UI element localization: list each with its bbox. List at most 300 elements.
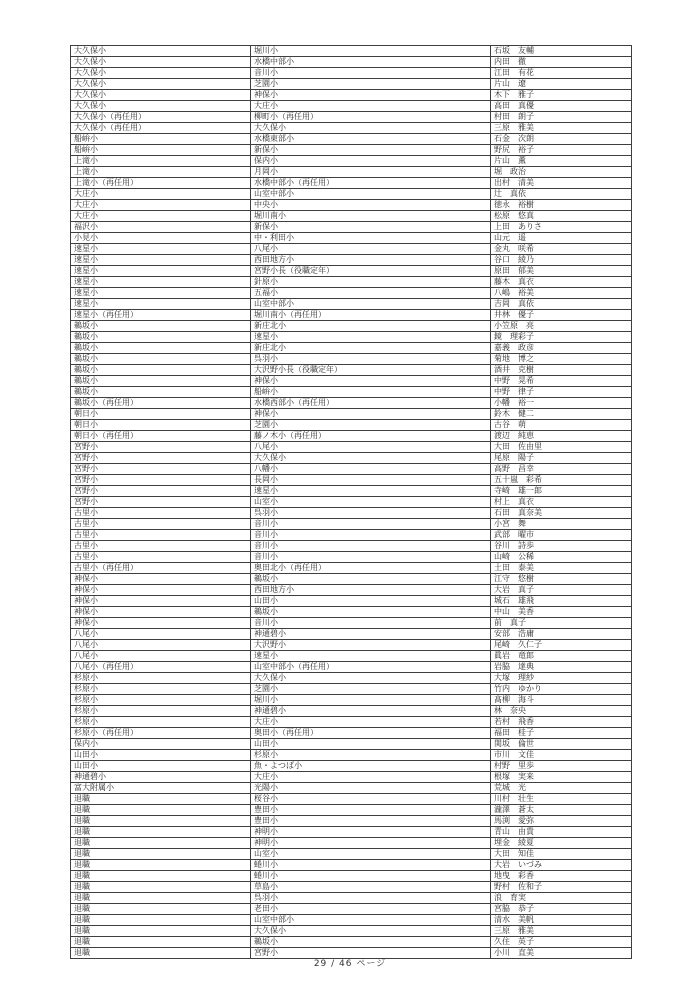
- from-school-cell: 杉原小: [71, 717, 251, 728]
- name-cell: 村野 里歩: [491, 761, 632, 772]
- name-cell: 三原 雅美: [491, 926, 632, 937]
- name-cell: 城石 雄飛: [491, 596, 632, 607]
- name-cell: 出村 清美: [491, 178, 632, 189]
- from-school-cell: 宮野小: [71, 475, 251, 486]
- name-cell: 浪 育実: [491, 893, 632, 904]
- table-row: [71, 596, 632, 607]
- transfer-table: [70, 45, 632, 959]
- table-row: [71, 497, 632, 508]
- name-cell: 中山 美香: [491, 607, 632, 618]
- table-row: [71, 420, 632, 431]
- name-cell: 竹内 ゆかり: [491, 684, 632, 695]
- name-cell: 小宮 舞: [491, 519, 632, 530]
- from-school-cell: 退職: [71, 849, 251, 860]
- to-school-cell: 大沢野小: [251, 640, 491, 651]
- from-school-cell: 鵜坂小（再任用）: [71, 398, 251, 409]
- to-school-cell: 奥田北小（再任用）: [251, 563, 491, 574]
- to-school-cell: 大庄小: [251, 772, 491, 783]
- to-school-cell: 柳町小（再任用）: [251, 112, 491, 123]
- to-school-cell: 杉原小: [251, 750, 491, 761]
- from-school-cell: 杉原小: [71, 684, 251, 695]
- table-row: [71, 156, 632, 167]
- from-school-cell: 退職: [71, 948, 251, 959]
- name-cell: 大岩 真子: [491, 585, 632, 596]
- name-cell: 市川 文佳: [491, 750, 632, 761]
- table-row: [71, 640, 632, 651]
- to-school-cell: 音川小: [251, 618, 491, 629]
- name-cell: 中野 晃希: [491, 376, 632, 387]
- table-row: [71, 805, 632, 816]
- name-cell: 福田 桂子: [491, 728, 632, 739]
- name-cell: 片山 遼: [491, 79, 632, 90]
- to-school-cell: 速星小: [251, 486, 491, 497]
- name-cell: 鏡 理彩子: [491, 332, 632, 343]
- from-school-cell: 速星小: [71, 299, 251, 310]
- table-row: [71, 486, 632, 497]
- to-school-cell: 豊田小: [251, 805, 491, 816]
- to-school-cell: 堀川小: [251, 695, 491, 706]
- from-school-cell: 退職: [71, 827, 251, 838]
- table-row: [71, 409, 632, 420]
- table-row: [71, 90, 632, 101]
- table-row: [71, 288, 632, 299]
- from-school-cell: 退職: [71, 794, 251, 805]
- from-school-cell: 八尾小: [71, 640, 251, 651]
- name-cell: 五十嵐 彩希: [491, 475, 632, 486]
- table-row: [71, 728, 632, 739]
- table-row: [71, 893, 632, 904]
- from-school-cell: 神保小: [71, 585, 251, 596]
- name-cell: 藤木 真衣: [491, 277, 632, 288]
- name-cell: 川村 壮生: [491, 794, 632, 805]
- table-row: [71, 266, 632, 277]
- from-school-cell: 退職: [71, 816, 251, 827]
- table-row: [71, 673, 632, 684]
- from-school-cell: 退職: [71, 893, 251, 904]
- to-school-cell: 呉羽小: [251, 508, 491, 519]
- name-cell: 村田 朗子: [491, 112, 632, 123]
- table-row: [71, 376, 632, 387]
- to-school-cell: 芝園小: [251, 684, 491, 695]
- name-cell: 松原 悠真: [491, 211, 632, 222]
- to-school-cell: 保内小: [251, 156, 491, 167]
- table-row: [71, 926, 632, 937]
- name-cell: 原田 郁美: [491, 266, 632, 277]
- name-cell: 寺崎 雄一郎: [491, 486, 632, 497]
- from-school-cell: 退職: [71, 904, 251, 915]
- to-school-cell: 鵜坂小: [251, 607, 491, 618]
- table-row: [71, 541, 632, 552]
- name-cell: 尾原 陽子: [491, 453, 632, 464]
- table-row: [71, 365, 632, 376]
- name-cell: 菊地 博之: [491, 354, 632, 365]
- to-school-cell: 船峅小: [251, 387, 491, 398]
- name-cell: 土田 泰美: [491, 563, 632, 574]
- table-row: [71, 79, 632, 90]
- to-school-cell: 神通碧小: [251, 629, 491, 640]
- name-cell: 根塚 実来: [491, 772, 632, 783]
- to-school-cell: 芝園小: [251, 420, 491, 431]
- name-cell: 八嶋 裕美: [491, 288, 632, 299]
- to-school-cell: 長岡小: [251, 475, 491, 486]
- table-row: [71, 717, 632, 728]
- to-school-cell: 大久保小: [251, 926, 491, 937]
- table-row: [71, 838, 632, 849]
- name-cell: 清水 美帆: [491, 915, 632, 926]
- to-school-cell: 山室中部小: [251, 189, 491, 200]
- to-school-cell: 音川小: [251, 552, 491, 563]
- to-school-cell: 音川小: [251, 519, 491, 530]
- name-cell: 嘉義 政彦: [491, 343, 632, 354]
- from-school-cell: 八尾小: [71, 629, 251, 640]
- from-school-cell: 鵜坂小: [71, 387, 251, 398]
- table-row: [71, 244, 632, 255]
- table-row: [71, 255, 632, 266]
- from-school-cell: 速星小（再任用）: [71, 310, 251, 321]
- table-row: [71, 607, 632, 618]
- name-cell: 石金 次朗: [491, 134, 632, 145]
- table-row: [71, 706, 632, 717]
- from-school-cell: 古里小（再任用）: [71, 563, 251, 574]
- from-school-cell: 速星小: [71, 244, 251, 255]
- to-school-cell: 堀川小: [251, 46, 491, 57]
- page-number: 29 / 46 ページ: [313, 959, 387, 969]
- table-row: [71, 387, 632, 398]
- to-school-cell: 豊田小: [251, 816, 491, 827]
- table-row: [71, 354, 632, 365]
- from-school-cell: 朝日小: [71, 409, 251, 420]
- from-school-cell: 退職: [71, 915, 251, 926]
- table-row: [71, 178, 632, 189]
- table-row: [71, 849, 632, 860]
- name-cell: 渡辺 純恵: [491, 431, 632, 442]
- from-school-cell: 杉原小（再任用）: [71, 728, 251, 739]
- table-row: [71, 475, 632, 486]
- from-school-cell: 大久保小: [71, 90, 251, 101]
- from-school-cell: 福沢小: [71, 222, 251, 233]
- table-row: [71, 57, 632, 68]
- name-cell: 青山 由貴: [491, 827, 632, 838]
- to-school-cell: 草島小: [251, 882, 491, 893]
- from-school-cell: 宮野小: [71, 497, 251, 508]
- name-cell: 村上 真衣: [491, 497, 632, 508]
- table-row: [71, 552, 632, 563]
- from-school-cell: 大庄小: [71, 211, 251, 222]
- from-school-cell: 退職: [71, 882, 251, 893]
- from-school-cell: 退職: [71, 805, 251, 816]
- table-row: [71, 651, 632, 662]
- from-school-cell: 上滝小: [71, 167, 251, 178]
- table-row: [71, 101, 632, 112]
- from-school-cell: 杉原小: [71, 695, 251, 706]
- to-school-cell: 光陽小: [251, 783, 491, 794]
- from-school-cell: 古里小: [71, 519, 251, 530]
- from-school-cell: 神保小: [71, 618, 251, 629]
- to-school-cell: 八尾小: [251, 442, 491, 453]
- name-cell: 石田 真奈美: [491, 508, 632, 519]
- name-cell: 高田 真優: [491, 101, 632, 112]
- transfer-table-body: [71, 46, 632, 959]
- from-school-cell: 古里小: [71, 552, 251, 563]
- table-row: [71, 574, 632, 585]
- to-school-cell: 西田地方小: [251, 255, 491, 266]
- to-school-cell: 音川小: [251, 68, 491, 79]
- name-cell: 荒城 光: [491, 783, 632, 794]
- to-school-cell: 水橋西部小（再任用）: [251, 398, 491, 409]
- name-cell: 関坂 倫世: [491, 739, 632, 750]
- name-cell: 上田 ありさ: [491, 222, 632, 233]
- to-school-cell: 神保小: [251, 90, 491, 101]
- from-school-cell: 大久保小（再任用）: [71, 123, 251, 134]
- name-cell: 木下 雅子: [491, 90, 632, 101]
- table-row: [71, 431, 632, 442]
- table-row: [71, 222, 632, 233]
- from-school-cell: 退職: [71, 838, 251, 849]
- table-row: [71, 112, 632, 123]
- table-row: [71, 332, 632, 343]
- from-school-cell: 退職: [71, 937, 251, 948]
- to-school-cell: 呉羽小: [251, 893, 491, 904]
- from-school-cell: 古里小: [71, 541, 251, 552]
- to-school-cell: 速星小: [251, 332, 491, 343]
- to-school-cell: 大久保小: [251, 673, 491, 684]
- table-row: [71, 123, 632, 134]
- table-row: [71, 453, 632, 464]
- table-row: [71, 882, 632, 893]
- table-row: [71, 871, 632, 882]
- name-cell: 馬渕 愛弥: [491, 816, 632, 827]
- table-row: [71, 211, 632, 222]
- to-school-cell: 水橋中部小: [251, 57, 491, 68]
- to-school-cell: 神保小: [251, 409, 491, 420]
- table-row: [71, 310, 632, 321]
- from-school-cell: 上滝小: [71, 156, 251, 167]
- from-school-cell: 宮野小: [71, 442, 251, 453]
- from-school-cell: 速星小: [71, 288, 251, 299]
- to-school-cell: 新保小: [251, 145, 491, 156]
- table-row: [71, 761, 632, 772]
- from-school-cell: 宮野小: [71, 453, 251, 464]
- from-school-cell: 神通碧小: [71, 772, 251, 783]
- from-school-cell: 古里小: [71, 530, 251, 541]
- to-school-cell: 新保小: [251, 222, 491, 233]
- to-school-cell: 音川小: [251, 530, 491, 541]
- table-row: [71, 321, 632, 332]
- to-school-cell: 五福小: [251, 288, 491, 299]
- table-row: [71, 937, 632, 948]
- from-school-cell: 山田小: [71, 761, 251, 772]
- to-school-cell: 西田地方小: [251, 585, 491, 596]
- name-cell: 安部 浩庸: [491, 629, 632, 640]
- name-cell: 古谷 萌: [491, 420, 632, 431]
- name-cell: 宮脇 恭子: [491, 904, 632, 915]
- to-school-cell: 山室小: [251, 497, 491, 508]
- to-school-cell: 山室中部小（再任用）: [251, 662, 491, 673]
- from-school-cell: 速星小: [71, 266, 251, 277]
- table-row: [71, 145, 632, 156]
- from-school-cell: 大久保小: [71, 46, 251, 57]
- name-cell: 髙柳 海斗: [491, 695, 632, 706]
- to-school-cell: 中央小: [251, 200, 491, 211]
- to-school-cell: 山室小: [251, 849, 491, 860]
- table-row: [71, 816, 632, 827]
- name-cell: 谷川 詩歩: [491, 541, 632, 552]
- from-school-cell: 宮野小: [71, 486, 251, 497]
- table-row: [71, 46, 632, 57]
- name-cell: 地曳 彩香: [491, 871, 632, 882]
- to-school-cell: 桜谷小: [251, 794, 491, 805]
- table-row: [71, 464, 632, 475]
- table-row: [71, 684, 632, 695]
- to-school-cell: 呉羽小: [251, 354, 491, 365]
- name-cell: 小幡 裕一: [491, 398, 632, 409]
- to-school-cell: 宮野小長（役職定年）: [251, 266, 491, 277]
- from-school-cell: 朝日小: [71, 420, 251, 431]
- table-row: [71, 442, 632, 453]
- to-school-cell: 中・利田小: [251, 233, 491, 244]
- from-school-cell: 八尾小: [71, 651, 251, 662]
- to-school-cell: 山室中部小: [251, 299, 491, 310]
- from-school-cell: 宮野小: [71, 464, 251, 475]
- to-school-cell: 針原小: [251, 277, 491, 288]
- to-school-cell: 藤ノ木小（再任用）: [251, 431, 491, 442]
- from-school-cell: 神保小: [71, 607, 251, 618]
- to-school-cell: 鵜坂小: [251, 574, 491, 585]
- name-cell: 山元 遥: [491, 233, 632, 244]
- name-cell: 山崎 公稀: [491, 552, 632, 563]
- from-school-cell: 退職: [71, 926, 251, 937]
- name-cell: 大田 佐由里: [491, 442, 632, 453]
- to-school-cell: 大久保小: [251, 453, 491, 464]
- to-school-cell: 神保小: [251, 376, 491, 387]
- table-row: [71, 563, 632, 574]
- name-cell: 吉岡 真依: [491, 299, 632, 310]
- table-row: [71, 915, 632, 926]
- from-school-cell: 鵜坂小: [71, 321, 251, 332]
- to-school-cell: 芝園小: [251, 79, 491, 90]
- name-cell: 武部 曜市: [491, 530, 632, 541]
- from-school-cell: 小見小: [71, 233, 251, 244]
- from-school-cell: 山田小: [71, 750, 251, 761]
- table-row: [71, 299, 632, 310]
- table-row: [71, 200, 632, 211]
- table-row: [71, 134, 632, 145]
- to-school-cell: 音川小: [251, 541, 491, 552]
- name-cell: 大塚 理紗: [491, 673, 632, 684]
- table-row: [71, 189, 632, 200]
- to-school-cell: 大久保小: [251, 123, 491, 134]
- to-school-cell: 神通碧小: [251, 706, 491, 717]
- to-school-cell: 蜷川小: [251, 871, 491, 882]
- to-school-cell: 新庄北小: [251, 321, 491, 332]
- name-cell: 岩脇 達典: [491, 662, 632, 673]
- name-cell: 鈴木 健二: [491, 409, 632, 420]
- from-school-cell: 速星小: [71, 277, 251, 288]
- from-school-cell: 大久保小: [71, 101, 251, 112]
- table-row: [71, 508, 632, 519]
- to-school-cell: 大庄小: [251, 101, 491, 112]
- table-row: [71, 662, 632, 673]
- name-cell: 野村 佐和子: [491, 882, 632, 893]
- to-school-cell: 速星小: [251, 651, 491, 662]
- name-cell: 大田 知佳: [491, 849, 632, 860]
- from-school-cell: 杉原小: [71, 673, 251, 684]
- name-cell: 前 真子: [491, 618, 632, 629]
- from-school-cell: 上滝小（再任用）: [71, 178, 251, 189]
- from-school-cell: 鵜坂小: [71, 365, 251, 376]
- name-cell: 野尻 裕子: [491, 145, 632, 156]
- table-row: [71, 233, 632, 244]
- to-school-cell: 奥田小（再任用）: [251, 728, 491, 739]
- to-school-cell: 山田小: [251, 596, 491, 607]
- name-cell: 瀧澤 蒼太: [491, 805, 632, 816]
- to-school-cell: 大沢野小長（役職定年）: [251, 365, 491, 376]
- from-school-cell: 大久保小（再任用）: [71, 112, 251, 123]
- name-cell: 久住 英子: [491, 937, 632, 948]
- name-cell: 尾崎 久仁子: [491, 640, 632, 651]
- name-cell: 小川 直美: [491, 948, 632, 959]
- to-school-cell: 鵜坂小: [251, 937, 491, 948]
- table-row: [71, 629, 632, 640]
- table-row: [71, 277, 632, 288]
- name-cell: 中野 律子: [491, 387, 632, 398]
- table-row: [71, 343, 632, 354]
- name-cell: 江田 有花: [491, 68, 632, 79]
- to-school-cell: 水橋東部小: [251, 134, 491, 145]
- table-row: [71, 695, 632, 706]
- from-school-cell: 神保小: [71, 574, 251, 585]
- name-cell: 内田 徹: [491, 57, 632, 68]
- name-cell: 小笠原 亮: [491, 321, 632, 332]
- table-row: [71, 618, 632, 629]
- to-school-cell: 神明小: [251, 827, 491, 838]
- name-cell: 大岩 いづみ: [491, 860, 632, 871]
- from-school-cell: 鵜坂小: [71, 332, 251, 343]
- name-cell: 堀 政治: [491, 167, 632, 178]
- table-row: [71, 739, 632, 750]
- from-school-cell: 大久保小: [71, 68, 251, 79]
- to-school-cell: 八尾小: [251, 244, 491, 255]
- from-school-cell: 大久保小: [71, 57, 251, 68]
- table-row: [71, 519, 632, 530]
- name-cell: 徳永 裕樹: [491, 200, 632, 211]
- to-school-cell: 老田小: [251, 904, 491, 915]
- to-school-cell: 山室中部小: [251, 915, 491, 926]
- name-cell: 高野 昌幸: [491, 464, 632, 475]
- name-cell: 三原 雅美: [491, 123, 632, 134]
- to-school-cell: 宮野小: [251, 948, 491, 959]
- to-school-cell: 魚・よつば小: [251, 761, 491, 772]
- to-school-cell: 月岡小: [251, 167, 491, 178]
- to-school-cell: 堀川南小（再任用）: [251, 310, 491, 321]
- from-school-cell: 大庄小: [71, 200, 251, 211]
- table-row: [71, 585, 632, 596]
- to-school-cell: 山田小: [251, 739, 491, 750]
- from-school-cell: 古里小: [71, 508, 251, 519]
- from-school-cell: 富大附属小: [71, 783, 251, 794]
- name-cell: 埋金 綾夏: [491, 838, 632, 849]
- table-row: [71, 783, 632, 794]
- from-school-cell: 大久保小: [71, 79, 251, 90]
- table-row: [71, 827, 632, 838]
- name-cell: 辻 真依: [491, 189, 632, 200]
- from-school-cell: 八尾小（再任用）: [71, 662, 251, 673]
- to-school-cell: 神明小: [251, 838, 491, 849]
- name-cell: 若村 飛香: [491, 717, 632, 728]
- table-row: [71, 860, 632, 871]
- table-row: [71, 750, 632, 761]
- from-school-cell: 退職: [71, 860, 251, 871]
